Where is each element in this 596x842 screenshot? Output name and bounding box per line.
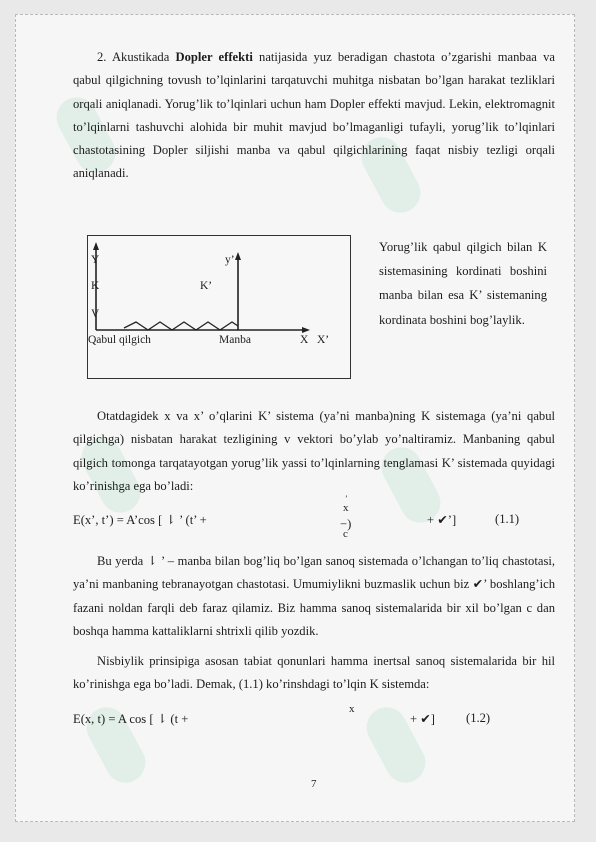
intro-bold-term: Dopler effekti <box>175 50 253 64</box>
coordinate-diagram <box>87 235 351 379</box>
eq1-denominator: c <box>343 528 348 540</box>
eq1-prime-mark: ’ <box>345 494 348 503</box>
eq1-paren: −) <box>340 517 352 531</box>
eq1-lhs: E(x’, t’) = A’cos [ ⇂ ’ (t’ + <box>73 513 207 527</box>
paragraph-intro <box>73 46 555 186</box>
eq2-numerator: x <box>349 703 355 715</box>
eq2-tail: + ✔] <box>410 712 435 726</box>
paragraph-direction-text: Otatdagidek x va x’ o’qlarini K’ sistema (ya’ni manba)ning K sistemaga (ya’ni qabul qilgichga) nisbatan harakat tezligining v vektori bo’ylab yo’naltiramiz. Manbaning qabul qilgich tomonga tarqatayotgan yorug’lik yassi to’lqinlarning tenglamasi K’ sistemada quyidagi ko’rinishga ega bo’ladi: <box>73 409 555 493</box>
label-k: K <box>91 280 100 292</box>
paragraph-definitions <box>73 550 555 643</box>
side-caption: Yorug’lik qabul qilgich bilan K sistemasining kordinati boshini manba bilan esa K’ sistemaning kordinata boshini bog’laylik. <box>379 240 547 327</box>
label-y-prime: y’ <box>225 254 235 266</box>
page-number: 7 <box>311 778 317 790</box>
eq2-lhs: E(x, t) = A cos [ ⇂ (t + <box>73 712 189 726</box>
intro-prefix: 2. Akustikada <box>97 50 176 64</box>
eq2-number: (1.2) <box>466 711 491 725</box>
eq1-tail: + ✔’] <box>427 513 457 527</box>
label-v: V <box>91 308 100 320</box>
label-receiver: Qabul qilgich <box>88 334 151 346</box>
label-y: Y <box>91 254 100 266</box>
x-axis-arrow <box>302 327 310 333</box>
label-source: Manba <box>219 334 251 346</box>
label-x-prime: X’ <box>317 334 330 346</box>
paragraph-relativity <box>73 650 555 697</box>
intro-suffix: natijasida yuz beradigan chastota o’zgarishi manbaa va qabul qilgichning tovush to’lqinlarini tarqatuvchi muhitga nisbatan bo’lgan harakat tezliklari orqali aniqlanadi. Yorug’lik to’lqinlari uchun ham Dopler effekti mavjud. Lekin, elektromagnit to’lqinlarni tashuvchi alohida bir muhit mavjud bo’lmaganligi tufayli, yorug’lik to’lqinlari chastotasining Dopler siljishi manba va qabul qilgichlarining faqat nisbiy tezligi orqali aniqlanadi. <box>73 50 555 181</box>
eq1-number: (1.1) <box>495 512 520 526</box>
wave-line <box>124 322 238 330</box>
k-y-axis-arrow <box>93 242 99 250</box>
paragraph-relativity-text: Nisbiylik prinsipiga asosan tabiat qonunlari hamma inertsal sanoq sistemalarida bir hil ko’rinishga ega bo’ladi. Demak, (1.1) ko’rinshdagi to’lqin K sistemda: <box>73 654 555 692</box>
label-k-prime: K’ <box>200 280 213 292</box>
k-prime-y-axis-arrow <box>235 252 241 260</box>
paragraph-definitions-text: Bu yerda ⇂ ’ – manba bilan bog’liq bo’lgan sanoq sistemada o’lchangan to’liq chastotasi, ya’ni manbaning tebranayotgan chastotasi. Umumiylikni buzmaslik uchun biz ✔’ boshlang’ich fazani noldan farqli deb faraz qilamiz. Biz hamma sanoq sistemalarida bir xil bo’lgan c dan boshqa hamma kattaliklarni shtrixli qilib yozdik. <box>73 554 555 638</box>
diagram-svg <box>88 236 352 380</box>
paragraph-direction <box>73 405 555 498</box>
eq1-numerator: x <box>343 502 349 514</box>
label-x: X <box>300 334 309 346</box>
